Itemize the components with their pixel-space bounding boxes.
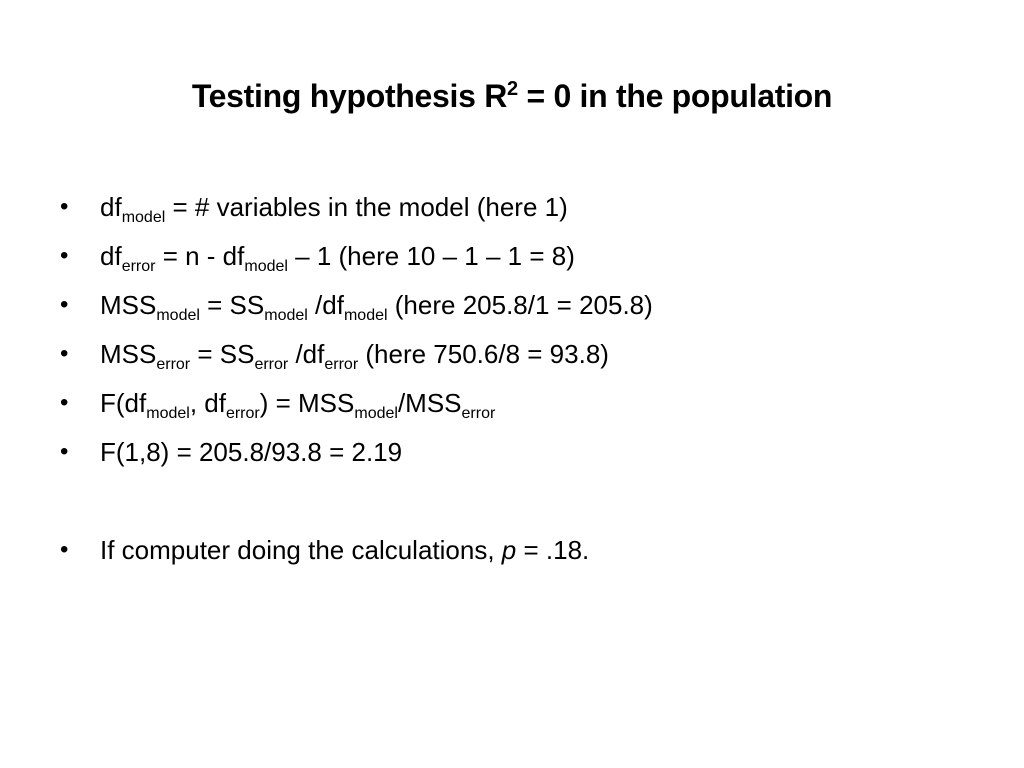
subscript: model: [264, 307, 308, 324]
bullet-item: [58, 332, 978, 381]
bullet-text: /df: [288, 339, 325, 369]
bullet-text: MSS: [100, 290, 157, 320]
bullet-text: df: [100, 192, 122, 222]
bullet-item: [58, 430, 978, 479]
bullet-text: = n - df: [155, 241, 245, 271]
bullet-text: = # variables in the model (here 1): [165, 192, 568, 222]
bullet-dot: •: [60, 389, 69, 416]
bullet-text: F(1,8) = 205.8/93.8 = 2.19: [100, 437, 403, 467]
subscript: model: [146, 405, 190, 422]
bullet-list: [58, 185, 978, 577]
subscript: error: [461, 405, 496, 422]
bullet-dot: •: [60, 340, 69, 367]
bullet-text: /MSS: [397, 388, 462, 418]
bullet-item: [58, 234, 978, 283]
bullet-text: = SS: [190, 339, 255, 369]
bullet-text: df: [100, 241, 122, 271]
bullet-dot: •: [60, 536, 69, 563]
bullet-dot: •: [60, 291, 69, 318]
bullet-text: ) = MSS: [259, 388, 355, 418]
bullet-text: , df: [189, 388, 226, 418]
bullet-text: MSS: [100, 339, 157, 369]
subscript: error: [121, 258, 156, 275]
bullet-text: (here 205.8/1 = 205.8): [387, 290, 653, 320]
subscript: model: [121, 209, 166, 226]
bullet-item: [58, 528, 978, 577]
bullet-item: [58, 185, 978, 234]
bullet-text: /df: [307, 290, 344, 320]
bullet-text: = SS: [199, 290, 265, 320]
subscript: error: [156, 356, 191, 373]
title-superscript: 2: [507, 78, 518, 100]
bullet-dot: •: [60, 193, 69, 220]
bullet-item: [58, 381, 978, 430]
bullet-dot: •: [60, 438, 69, 465]
title-suffix: = 0 in the population: [517, 78, 833, 114]
title-prefix: Testing hypothesis R: [191, 78, 508, 114]
bullet-text: = .18.: [516, 535, 590, 565]
italic-text: p: [501, 535, 517, 565]
slide-title: [0, 70, 1024, 122]
subscript: error: [254, 356, 289, 373]
bullet-text: – 1 (here 10 – 1 – 1 = 8): [287, 241, 575, 271]
subscript: error: [225, 405, 260, 422]
subscript: error: [324, 356, 359, 373]
subscript: model: [244, 258, 288, 275]
subscript: model: [156, 307, 200, 324]
bullet-text: F(df: [100, 388, 147, 418]
bullet-text: (here 750.6/8 = 93.8): [358, 339, 609, 369]
subscript: model: [343, 307, 388, 324]
bullet-text: If computer doing the calculations,: [100, 535, 502, 565]
bullet-item: [58, 283, 978, 332]
subscript: model: [354, 405, 398, 422]
bullet-dot: •: [60, 242, 69, 269]
